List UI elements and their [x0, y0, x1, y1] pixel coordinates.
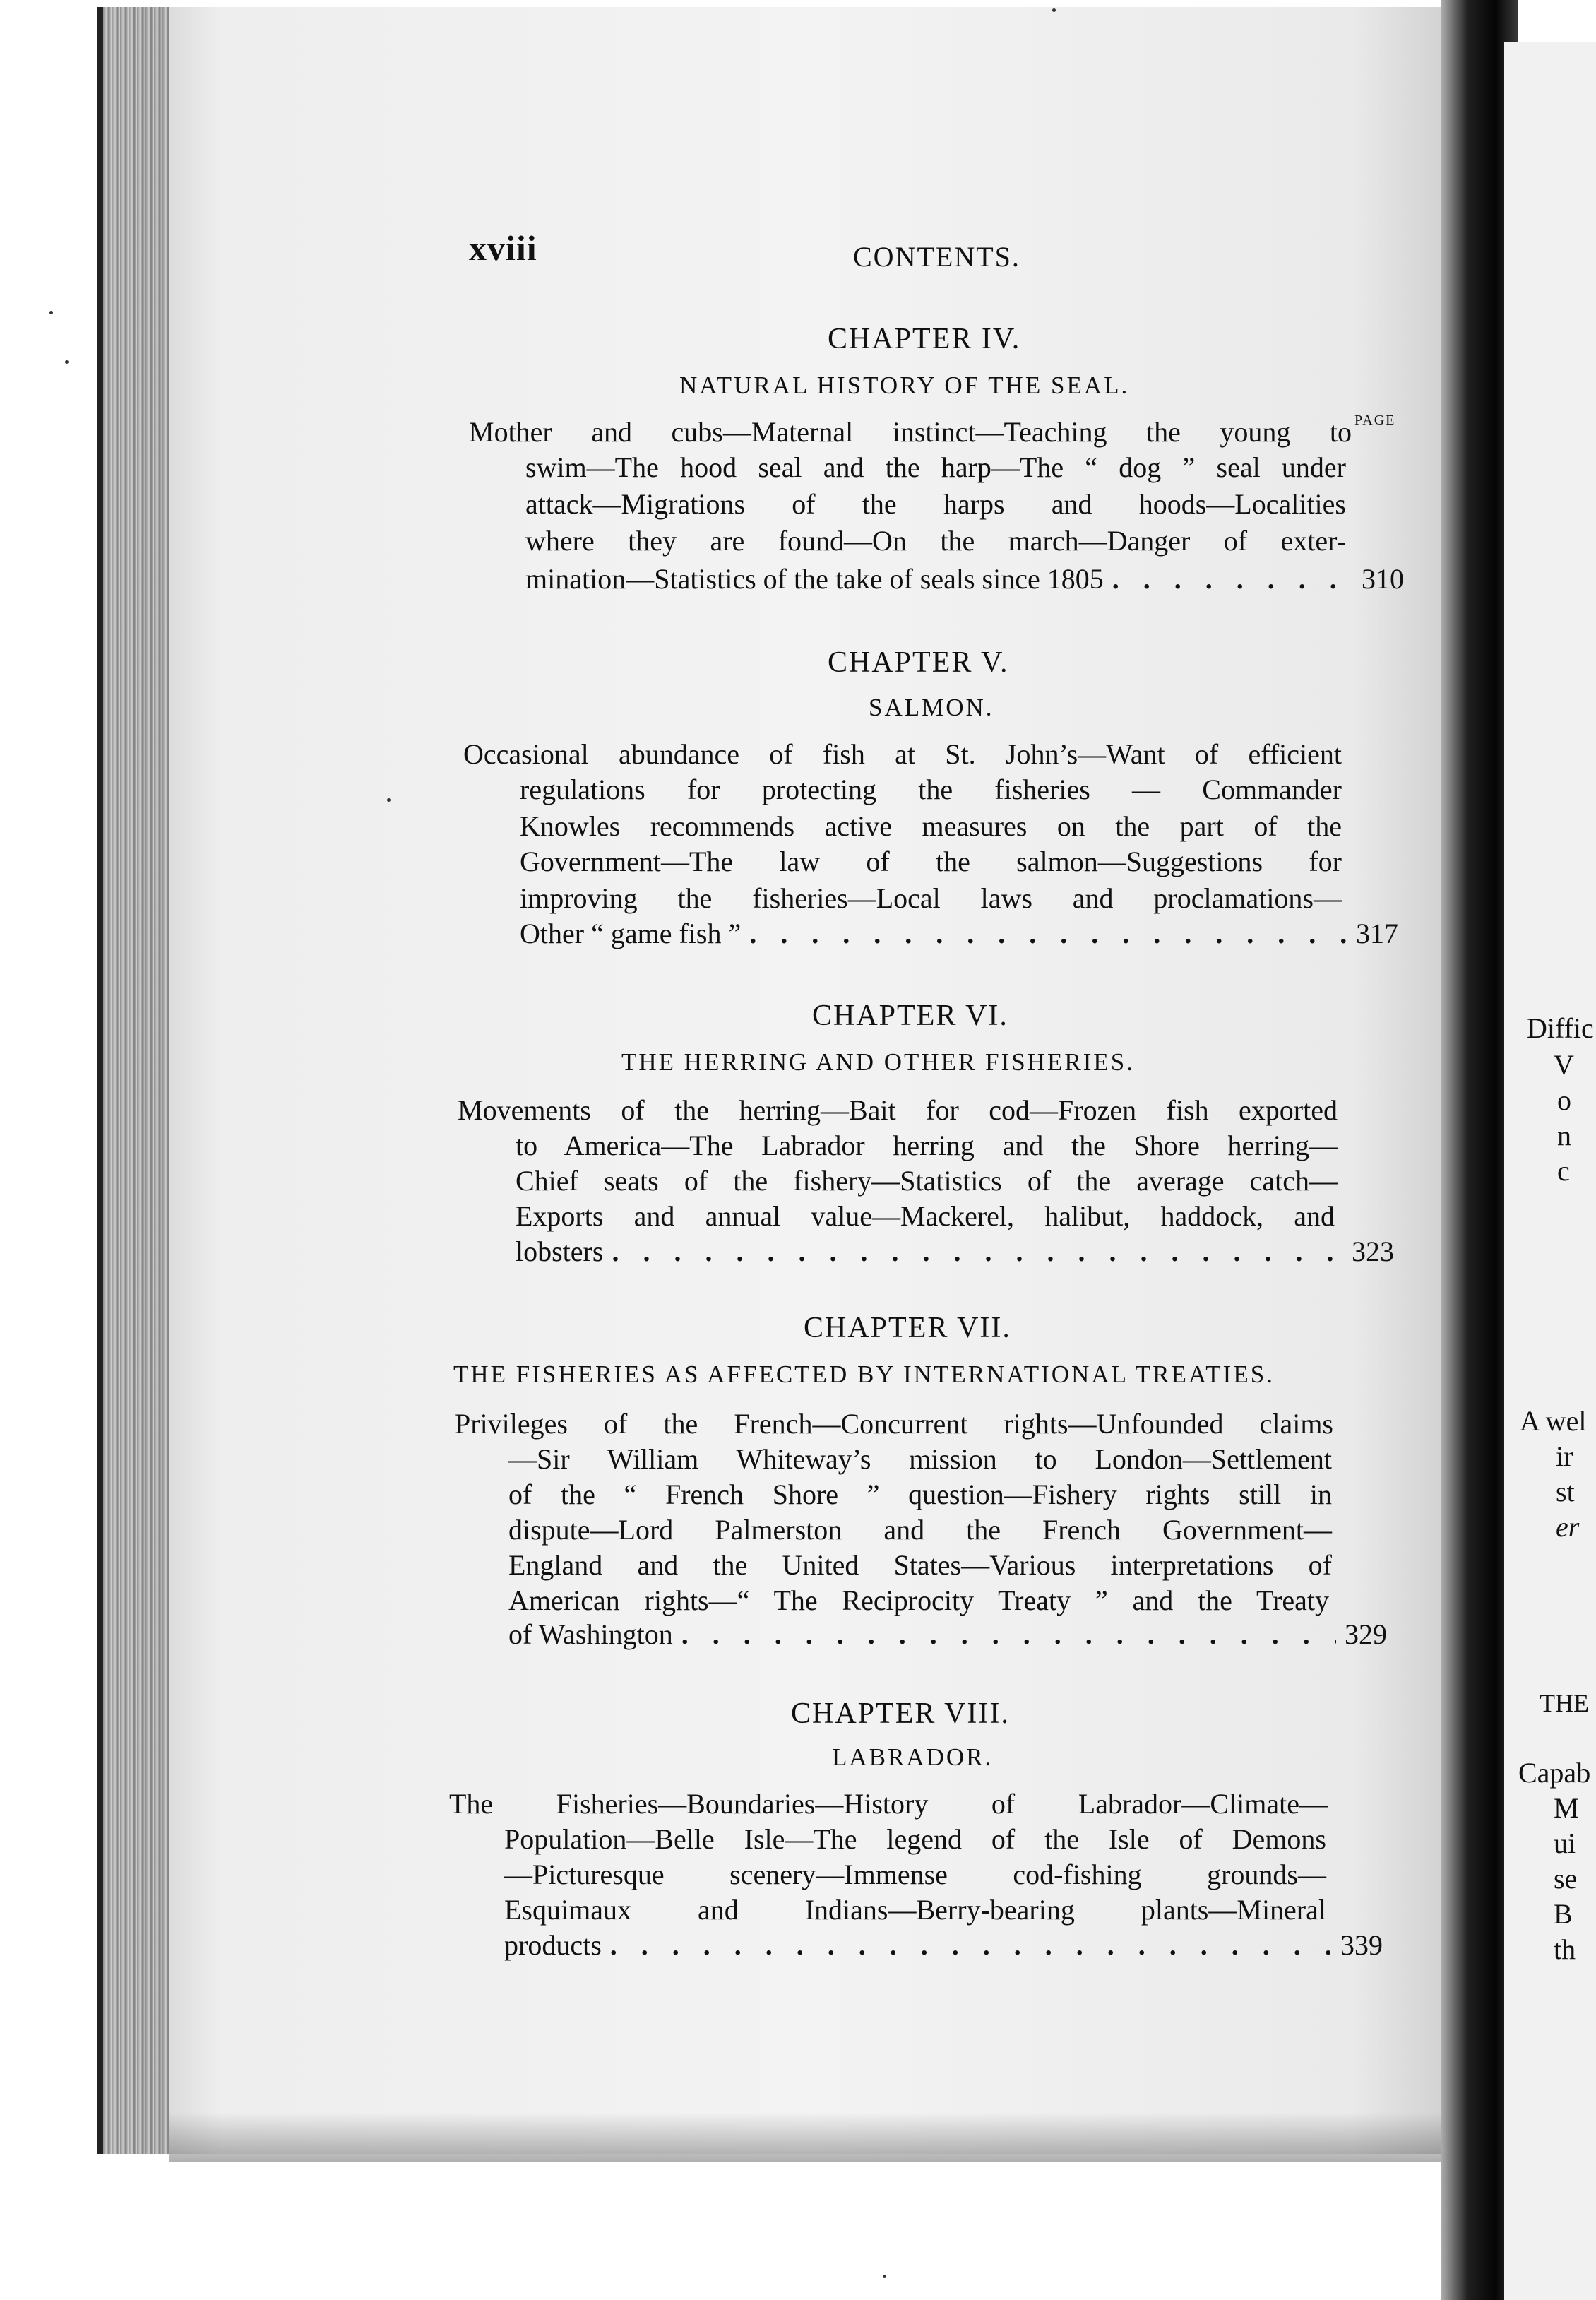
- scan-speck: [387, 798, 391, 802]
- summary-line: Population—Belle Isle—The legend of the Isle of Demons: [504, 1823, 1326, 1855]
- page-number: xviii: [469, 228, 537, 268]
- summary-line: Chief seats of the fishery—Statistics of the average catch—: [516, 1165, 1338, 1197]
- chapter-heading: CHAPTER VIII.: [791, 1697, 1010, 1730]
- summary-line: mination—Statistics of the take of seals since 1805: [525, 563, 1104, 595]
- summary-line: products: [504, 1929, 602, 1961]
- chapter-heading: CHAPTER VII.: [804, 1312, 1011, 1344]
- dot-leader: [749, 920, 1347, 948]
- summary-line: improving the fisheries—Local laws and proclamations—: [520, 882, 1342, 914]
- page-column-label: PAGE: [1354, 413, 1396, 428]
- entry-last-line: [504, 1931, 1383, 1960]
- summary-line: American rights—“ The Reciprocity Treaty ” and the Treaty: [508, 1584, 1329, 1616]
- facing-page-text: M: [1554, 1792, 1579, 1824]
- facing-page-text: THE: [1540, 1689, 1589, 1717]
- summary-line: Mother and cubs—Maternal instinct—Teaching the young to: [469, 416, 1352, 448]
- scan-speck: [883, 2275, 886, 2278]
- summary-line: England and the United States—Various interpretations of: [508, 1549, 1332, 1581]
- summary-line: lobsters: [516, 1235, 604, 1267]
- scan-speck: [65, 360, 69, 364]
- facing-page: [1504, 42, 1596, 2300]
- page-reference: 339: [1340, 1929, 1383, 1961]
- page-reference: 317: [1356, 918, 1398, 949]
- page-reference: 323: [1352, 1235, 1394, 1267]
- chapter-title: THE FISHERIES AS AFFECTED BY INTERNATIONAL TREATIES.: [453, 1361, 1275, 1388]
- summary-line: dispute—Lord Palmerston and the French Government—: [508, 1514, 1332, 1546]
- summary-line: to America—The Labrador herring and the Shore herring—: [516, 1130, 1338, 1161]
- summary-line: Esquimaux and Indians—Berry-bearing plants—Mineral: [504, 1894, 1326, 1926]
- facing-page-text: n: [1557, 1120, 1571, 1151]
- chapter-title: SALMON.: [869, 694, 994, 721]
- facing-page-text: B: [1554, 1898, 1573, 1930]
- chapter-heading: CHAPTER V.: [828, 646, 1009, 679]
- page-shadow: [169, 2112, 1455, 2162]
- running-head: CONTENTS.: [853, 241, 1020, 273]
- chapter-title: LABRADOR.: [832, 1743, 994, 1771]
- summary-line: Privileges of the French—Concurrent rights—Unfounded claims: [455, 1408, 1333, 1440]
- entry-last-line: [516, 1235, 1394, 1267]
- facing-page-text: Diffic: [1527, 1012, 1594, 1044]
- summary-line: swim—The hood seal and the harp—The “ dog ” seal under: [525, 451, 1346, 483]
- summary-line: —Sir William Whiteway’s mission to London—Settlement: [508, 1443, 1332, 1475]
- facing-page-text: A wel: [1520, 1405, 1587, 1437]
- dot-leader: [681, 1620, 1336, 1649]
- facing-page-text: se: [1554, 1863, 1578, 1895]
- summary-line: Knowles recommends active measures on the part of the: [520, 810, 1342, 842]
- summary-line: Government—The law of the salmon—Suggestions for: [520, 846, 1342, 877]
- facing-page-text: V: [1554, 1049, 1574, 1081]
- entry-last-line: [525, 565, 1404, 593]
- chapter-heading: CHAPTER VI.: [812, 1000, 1008, 1032]
- facing-page-text: o: [1557, 1084, 1571, 1116]
- facing-page-text: er: [1556, 1511, 1580, 1543]
- dot-leader: [612, 1238, 1343, 1266]
- facing-page-text: th: [1554, 1933, 1576, 1965]
- summary-line: Other “ game fish ”: [520, 918, 742, 949]
- summary-line: attack—Migrations of the harps and hoods—Localities: [525, 488, 1346, 520]
- scan-speck: [49, 311, 53, 314]
- summary-line: The Fisheries—Boundaries—History of Labrador—Climate—: [449, 1788, 1328, 1820]
- facing-page-text: ir: [1556, 1440, 1573, 1472]
- page-stack-edge: [97, 7, 181, 2154]
- entry-last-line: [520, 920, 1398, 948]
- scan-speck: [1052, 8, 1056, 12]
- summary-line: —Picturesque scenery—Immense cod-fishing grounds—: [504, 1859, 1326, 1890]
- dot-leader: [1112, 565, 1353, 593]
- chapter-title: NATURAL HISTORY OF THE SEAL.: [679, 372, 1130, 399]
- facing-page-text: Capab: [1518, 1757, 1591, 1789]
- summary-line: Exports and annual value—Mackerel, halibut, haddock, and: [516, 1200, 1335, 1232]
- entry-last-line: [508, 1620, 1387, 1649]
- summary-line: Occasional abundance of fish at St. John’s—Want of efficient: [463, 738, 1342, 770]
- dot-leader: [610, 1931, 1332, 1960]
- summary-line: Movements of the herring—Bait for cod—Frozen fish exported: [458, 1094, 1338, 1126]
- summary-line: regulations for protecting the fisheries — Commander: [520, 773, 1342, 805]
- page-reference: 310: [1362, 563, 1404, 595]
- chapter-heading: CHAPTER IV.: [828, 323, 1021, 355]
- summary-line: of Washington: [508, 1618, 673, 1650]
- page-reference: 329: [1345, 1618, 1387, 1650]
- summary-line: where they are found—On the march—Danger of exter-: [525, 525, 1346, 557]
- summary-line: of the “ French Shore ” question—Fishery rights still in: [508, 1478, 1332, 1510]
- facing-page-text: st: [1556, 1476, 1575, 1507]
- chapter-title: THE HERRING AND OTHER FISHERIES.: [621, 1048, 1135, 1076]
- facing-page-text: ui: [1554, 1827, 1576, 1859]
- facing-page-text: c: [1557, 1155, 1570, 1187]
